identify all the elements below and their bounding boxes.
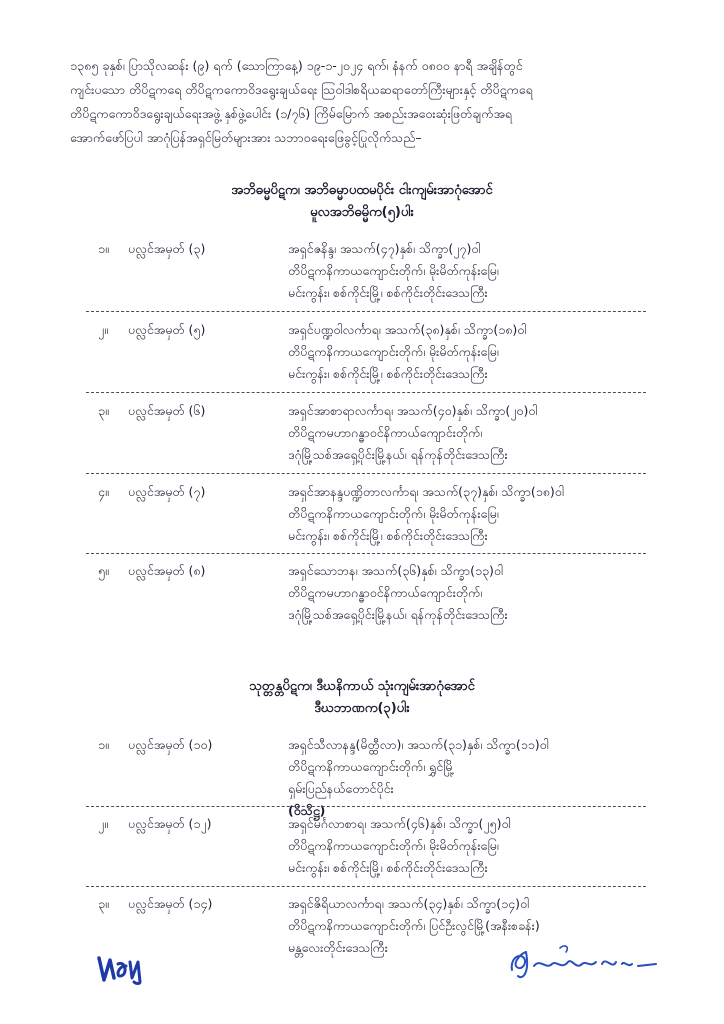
- section2-title: သုတ္တန္တပိဋက၊ ဒီဃနိကာယ် သုံးကျမ်းအာဂုံအောင်: [249, 679, 475, 694]
- entry-number: ၂။: [98, 816, 108, 831]
- candidate-address-line: မင်းကွန်း၊ စစ်ကိုင်းမြို့၊ စစ်ကိုင်းတိုင်းဒေသကြီး: [288, 860, 488, 875]
- entry-number: ၂။: [98, 322, 108, 337]
- entry-number: ၃။: [98, 403, 109, 418]
- entry-divider: [86, 806, 646, 807]
- candidate-name-line: အရှင်ဇိရိယာလင်္ကာရ၊ အသက်(၃၄)နှစ်၊ သိက္ခာ(၁၄)ဝါ: [288, 896, 530, 911]
- official-signature: [506, 940, 666, 990]
- candidate-name-line: အရှင်သီလာနန္ဒ(မိတ္ထီလာ)၊ အသက်(၃၁)နှစ်၊ သိက္ခာ(၁၁)ဝါ: [288, 737, 549, 752]
- candidate-address-line: တိပိဋကနိကာယကျောင်းတိုက်၊ ပြင်ဦးလွင်မြို့(အနီးစခန်း): [288, 918, 540, 933]
- candidate-name-line: အရှင်မင်္ဂလာစာရ၊ အသက်(၄၆)နှစ်၊ သိက္ခာ(၂၅)ဝါ: [288, 816, 511, 831]
- entry-divider: [86, 392, 646, 393]
- candidate-address-line: ဒဂုံမြို့သစ်အရှေ့ပိုင်းမြို့နယ်၊ ရန်ကုန်တိုင်းဒေသကြီး: [288, 447, 508, 462]
- entry-number: ၅။: [98, 563, 109, 578]
- candidate-name-line: အရှင်ဇနိန္ဒ၊ အသက်(၄၇)နှစ်၊ သိက္ခာ(၂၇)ဝါ: [288, 241, 481, 256]
- seat-number: ပလ္လင်အမှတ် (၇): [128, 484, 206, 499]
- section2-subtitle: ဒီဃဘာဏက(၃)ပါး: [314, 701, 410, 716]
- candidate-address-line: မင်းကွန်း၊ စစ်ကိုင်းမြို့၊ စစ်ကိုင်းတိုင်းဒေသကြီး: [288, 366, 488, 381]
- entry-divider: [86, 311, 646, 312]
- candidate-details: [288, 400, 538, 466]
- intro-line: ကျင်းပသော တိပိဋကရေ တိပိဋကကောဝိဒရွေးချယ်ရေး ဩဝါဒါစရိယဆရာတော်ကြီးများနှင့် တိပိဋကရေ: [70, 82, 533, 97]
- candidate-name-line: အရှင်အာနန္ဒပဏ္ဍိတာလင်္ကာရ၊ အသက်(၃၇)နှစ်၊ သိက္ခာ(၁၈)ဝါ: [288, 484, 564, 499]
- seat-number: ပလ္လင်အမှတ် (၁၄): [128, 896, 213, 911]
- seat-number: ပလ္လင်အမှတ် (၆): [128, 403, 206, 418]
- seat-number: ပလ္လင်အမှတ် (၁၀): [128, 737, 213, 752]
- intro-line: အောက်ဖော်ပြပါ အာဂုံပြန်အရှင်မြတ်များအား သဘာဝရေးဖြေခွင့်ပြုလိုက်သည်–: [70, 130, 422, 145]
- seat-number: ပလ္လင်အမှတ် (၃): [128, 241, 206, 256]
- candidate-address-line: တိပိဋကနိကာယကျောင်းတိုက်၊ မိုးမိတ်ကုန်းမြေ၊: [288, 344, 499, 359]
- seat-number: ပလ္လင်အမှတ် (၁၂): [128, 816, 212, 831]
- entry-divider: [86, 886, 646, 887]
- candidate-details: [288, 560, 508, 626]
- entry-divider: [86, 553, 646, 554]
- candidate-name-line: အရှင်သောဘန၊ အသက်(၃၆)နှစ်၊ သိက္ခာ(၁၃)ဝါ: [288, 563, 504, 578]
- intro-line: ၁၃၈၅ ခုနှစ်၊ ပြာသိုလဆန်း (၉) ရက် (သောကြာနေ့) ၁၉-၁-၂၀၂၄ ရက်၊ နံနက် ၀၈၀၀ နာရီ အချိန်တွင်: [70, 58, 523, 73]
- candidate-address-line: တိပိဋကနိကာယကျောင်းတိုက်၊ မိုးမိတ်ကုန်းမြေ၊: [288, 506, 499, 521]
- candidate-address-line: မင်းကွန်း၊ စစ်ကိုင်းမြို့၊ စစ်ကိုင်းတိုင်းဒေသကြီး: [288, 528, 488, 543]
- candidate-details: [288, 813, 511, 879]
- distinction-mark: (ဝိသိဋ္ဌ): [288, 803, 326, 818]
- intro-line: တိပိဋကကောဝိဒရွေးချယ်ရေးအဖွဲ့ နှစ်ဖွဲ့ပေါင်း (၁/၇၆) ကြိမ်မြောက် အစည်းအဝေးဆုံးဖြတ်ချက်အရ: [70, 106, 513, 121]
- address-text: ရှမ်းပြည်နယ်တောင်ပိုင်း: [288, 781, 394, 796]
- entry-number: ၄။: [98, 484, 109, 499]
- candidate-details: [288, 238, 499, 304]
- candidate-details: [288, 319, 526, 385]
- section1-title: အဘိဓမ္မပိဋက၊ အဘိဓမ္မာပထမပိုင်း ငါးကျမ်းအာဂုံအောင်: [231, 183, 493, 198]
- candidate-name-line: အရှင်အာစာရာလင်္ကာရ၊ အသက်(၄၀)နှစ်၊ သိက္ခာ(၂၀)ဝါ: [288, 403, 538, 418]
- candidate-address-line: တိပိဋကမဟာဂန္ဓာဝင်နိကာယ်ကျောင်းတိုက်၊: [288, 585, 483, 600]
- seat-number: ပလ္လင်အမှတ် (၅): [128, 322, 206, 337]
- entry-number: ၃။: [98, 896, 109, 911]
- handwritten-initials: [96, 950, 148, 994]
- candidate-details: [288, 481, 564, 547]
- entry-number: ၁။: [98, 241, 109, 256]
- entry-number: ၁။: [98, 737, 109, 752]
- candidate-details: [288, 893, 540, 959]
- initials-mark-icon: [96, 950, 148, 986]
- candidate-address-line: တိပိဋကနိကာယကျောင်းတိုက်၊ ရွှင်မြို့: [288, 759, 455, 774]
- intro-paragraph: [70, 54, 670, 150]
- entry-divider: [86, 473, 646, 474]
- section1-subtitle: မူလအဘိဓမ္မိက(၅)ပါး: [310, 205, 414, 220]
- candidate-address-line: မင်းကွန်း၊ စစ်ကိုင်းမြို့၊ စစ်ကိုင်းတိုင်းဒေသကြီး: [288, 285, 488, 300]
- candidate-address-line: ဒဂုံမြို့သစ်အရှေ့ပိုင်းမြို့နယ်၊ ရန်ကုန်တိုင်းဒေသကြီး: [288, 607, 508, 622]
- candidate-address-line: တိပိဋကမဟာဂန္ဓာဝင်နိကာယ်ကျောင်းတိုက်၊: [288, 425, 483, 440]
- candidate-address-line: တိပိဋကနိကာယကျောင်းတိုက်၊ မိုးမိတ်ကုန်းမြေ၊: [288, 838, 499, 853]
- seat-number: ပလ္လင်အမှတ် (၈): [128, 563, 206, 578]
- signature-icon: [506, 940, 666, 986]
- candidate-details: [288, 734, 549, 822]
- candidate-name-line: အရှင်ပဏ္ဍဝါလင်္ကာရ၊ အသက်(၃၈)နှစ်၊ သိက္ခာ(၁၈)ဝါ: [288, 322, 527, 337]
- candidate-address-line: တိပိဋကနိကာယကျောင်းတိုက်၊ မိုးမိတ်ကုန်းမြေ၊: [288, 263, 499, 278]
- candidate-address-line: မန္တလေးတိုင်းဒေသကြီး: [288, 940, 388, 955]
